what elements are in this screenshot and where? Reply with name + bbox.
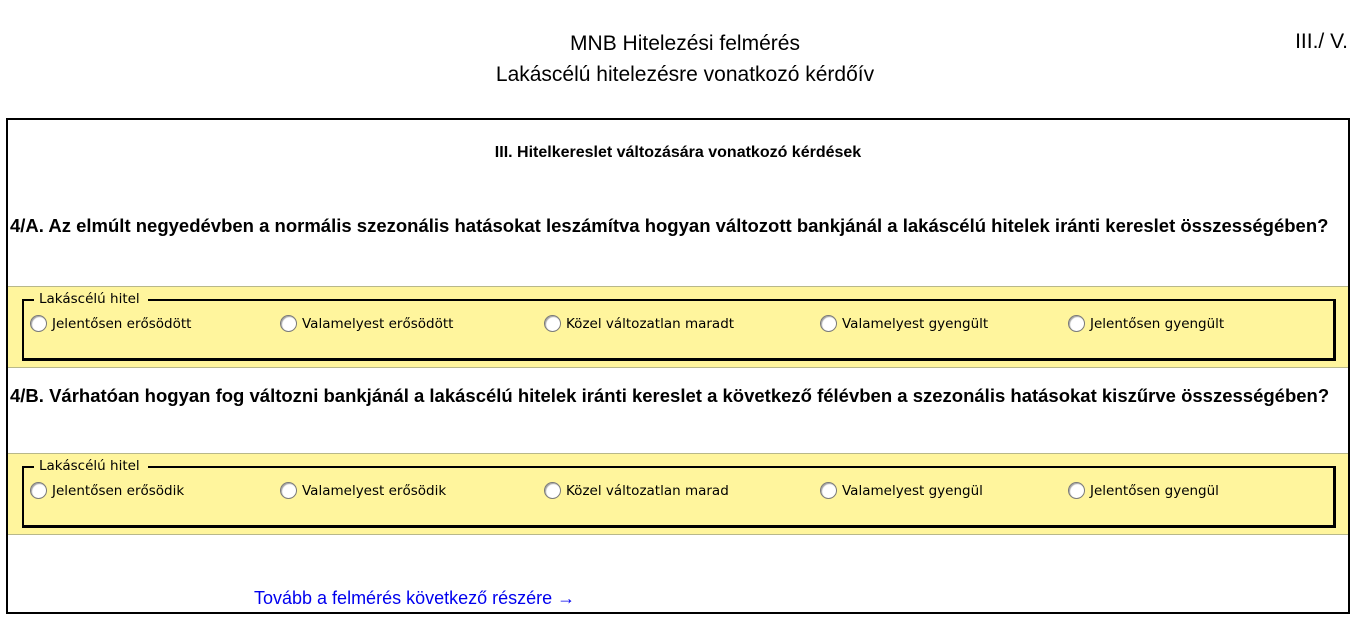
radio-option-4a-2[interactable] [280,315,453,332]
radio-group-4a [22,291,1336,361]
radio-option-4a-1[interactable] [30,315,191,332]
survey-header [0,28,1354,90]
radio-option-label: Valamelyest erősödik [302,482,447,499]
radio-option-label: Jelentősen erősödött [52,315,192,332]
radio-option-label: Jelentősen erősödik [52,482,185,499]
radio-option-4b-5[interactable] [1068,482,1219,499]
radio-button-icon[interactable] [544,315,561,332]
next-section-link[interactable]: Tovább a felmérés következő részére → [254,588,576,608]
survey-title: MNB Hitelezési felmérés [570,32,800,55]
radio-option-label: Közel változatlan marad [566,482,729,499]
radio-option-4a-3[interactable] [544,315,734,332]
radio-button-icon[interactable] [280,315,297,332]
radio-option-label: Jelentősen gyengül [1090,482,1219,499]
radio-row-4b [24,482,1333,506]
radio-row-4a [24,315,1333,339]
radio-group-4a-legend: Lakáscélú hitel [34,291,148,307]
radio-button-icon[interactable] [280,482,297,499]
radio-button-icon[interactable] [30,482,47,499]
radio-button-icon[interactable] [820,482,837,499]
radio-option-label: Valamelyest erősödött [302,315,454,332]
page-indicator: III./ V. [1295,30,1348,53]
radio-button-icon[interactable] [30,315,47,332]
question-4a-text: 4/A. Az elmúlt negyedévben a normális szezonális hatásokat leszámítva hogyan változott bankjánál a lakáscélú hitelek iránti kereslet összességében? [10,215,1329,236]
radio-option-4b-3[interactable] [544,482,729,499]
radio-option-label: Valamelyest gyengült [842,315,989,332]
answer-panel-4b [8,453,1348,535]
radio-option-4b-2[interactable] [280,482,446,499]
radio-option-4a-4[interactable] [820,315,988,332]
survey-form-frame [6,118,1350,614]
answer-panel-4a [8,286,1348,368]
radio-group-4b-legend: Lakáscélú hitel [34,458,148,474]
radio-button-icon[interactable] [1068,315,1085,332]
radio-option-label: Jelentősen gyengült [1090,315,1225,332]
radio-option-4a-5[interactable] [1068,315,1224,332]
section-title: III. Hitelkereslet változására vonatkozó kérdések [494,144,862,161]
radio-option-label: Valamelyest gyengül [842,482,983,499]
radio-option-4b-4[interactable] [820,482,983,499]
radio-button-icon[interactable] [820,315,837,332]
radio-group-4b [22,458,1336,528]
radio-option-label: Közel változatlan maradt [566,315,735,332]
radio-option-4b-1[interactable] [30,482,184,499]
radio-button-icon[interactable] [544,482,561,499]
survey-subtitle: Lakáscélú hitelezésre vonatkozó kérdőív [495,63,875,86]
question-4b-text: 4/B. Várhatóan hogyan fog változni bankjánál a lakáscélú hitelek iránti kereslet a következő félévben a szezonális hatásokat kiszűrve összességében? [10,385,1330,406]
radio-button-icon[interactable] [1068,482,1085,499]
